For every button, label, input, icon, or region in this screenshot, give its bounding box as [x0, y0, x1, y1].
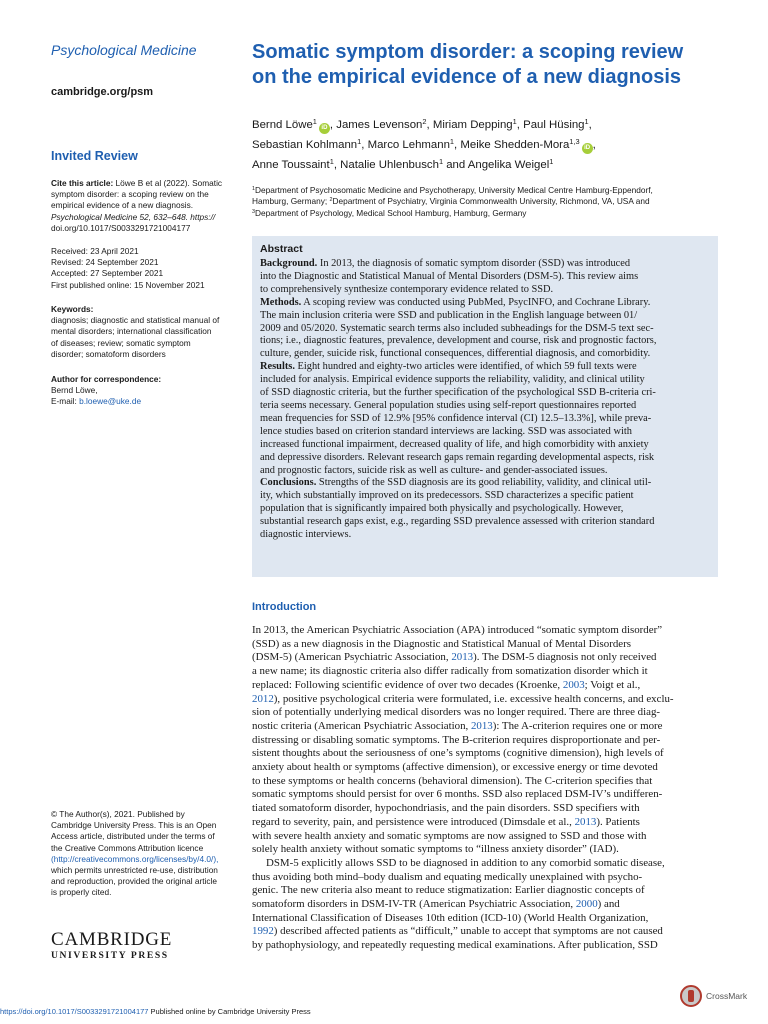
- keywords-block: [51, 304, 239, 360]
- citation-link[interactable]: 1992: [252, 925, 274, 938]
- body-line: [252, 871, 718, 885]
- affil-text: Department of Psychiatry, Virginia Commonwealth University, Richmond, VA, USA and: [332, 196, 650, 207]
- author-sup: 1,3: [569, 136, 580, 146]
- abstract-text: mean frequencies for SSD of 12.9% [95% confidence interval (CI) 12.5–13.3%], while preva-: [260, 412, 652, 424]
- license-link[interactable]: (http://creativecommons.org/licenses/by/4.0/),: [51, 853, 219, 864]
- body-text-span: replaced: Following scientific evidence of over two decades (Kroenke,: [252, 678, 563, 691]
- doi-footer: [0, 1007, 311, 1016]
- body-text-span: DSM-5 explicitly allows SSD to be diagnosed in addition to any comorbid somatic disease,: [266, 856, 665, 869]
- body-text-span: thus avoiding both mind–body dualism and equating medically unexplained with psycho-: [252, 870, 643, 883]
- body-text-span: genic. The new criteria also meant to reduce stigmatization: Earlier diagnostic concepts of: [252, 884, 645, 897]
- abstract-line: [260, 516, 710, 529]
- author-list: [252, 115, 722, 175]
- introduction-heading: Introduction: [252, 601, 317, 613]
- author-separator: ,: [516, 119, 524, 131]
- author-name: Anne Toussaint: [252, 159, 330, 171]
- body-line: [252, 898, 718, 912]
- body-text-span: sistent thoughts about the seriousness of one’s symptoms (cognitive dimension), high levels of: [252, 747, 664, 760]
- body-text-span: ). Patients: [596, 815, 640, 828]
- keywords-line: disorder; somatoform disorders: [51, 348, 166, 359]
- author-separator: and: [443, 159, 468, 171]
- title-line: Somatic symptom disorder: a scoping review: [252, 41, 684, 63]
- author-sup: 1: [329, 156, 334, 166]
- body-line: [252, 638, 718, 652]
- body-text-span: a new name; its diagnostic criteria also differ radically from somatization disorder which it: [252, 665, 648, 678]
- affil-sup: 3: [252, 208, 255, 215]
- license-line: © The Author(s), 2021. Published by: [51, 809, 185, 819]
- license-line: which permits unrestricted re-use, distribution: [51, 865, 218, 876]
- abstract-line: [260, 503, 710, 516]
- body-line: [252, 843, 718, 857]
- body-line: [252, 665, 718, 679]
- abstract-section-label: Background.: [260, 258, 318, 269]
- abstract-line: [260, 413, 710, 426]
- orcid-icon[interactable]: iD: [582, 143, 593, 154]
- body-line: [252, 775, 718, 789]
- date-accepted: Accepted: 27 September 2021: [51, 268, 164, 279]
- abstract-text: substantial research gaps exist, e.g., regarding SSD prevalence assessed with criterion standard: [260, 516, 655, 528]
- citation-link[interactable]: 2003: [562, 678, 585, 691]
- body-line: [252, 802, 718, 816]
- abstract-line: [260, 374, 710, 387]
- abstract-line: [260, 361, 710, 374]
- license-line: and reproduction, provided the original article: [51, 876, 218, 887]
- author-line: [252, 155, 722, 175]
- license-line: is properly cited.: [51, 887, 112, 898]
- journal-name[interactable]: Psychological Medicine: [51, 42, 197, 58]
- abstract-line: [260, 335, 710, 348]
- author-name: Marco Lehmann: [367, 139, 450, 151]
- journal-url[interactable]: cambridge.org/psm: [51, 86, 154, 98]
- keywords-line: mental disorders; international classification: [51, 326, 212, 337]
- author-name: Paul Hüsing: [523, 119, 585, 131]
- body-line: [252, 706, 718, 720]
- title-line: on the empirical evidence of a new diagnosis: [252, 66, 682, 88]
- affil-text: Department of Psychosomatic Medicine and Psychotherapy, University Medical Centre Hamburg-Eppendorf,: [255, 185, 653, 195]
- doi-suffix: Published online by Cambridge University Press: [148, 1007, 311, 1016]
- cite-line[interactable]: doi.org/10.1017/S0033291721004177: [51, 222, 191, 233]
- author-name: Sebastian Kohlmann: [252, 139, 358, 151]
- body-line: [252, 624, 718, 638]
- abstract-line: [260, 452, 710, 465]
- abstract-box: [252, 236, 718, 577]
- article-type: Invited Review: [51, 149, 138, 163]
- author-separator: ,: [361, 139, 368, 151]
- email-label: E-mail:: [51, 396, 80, 407]
- abstract-line: [260, 426, 710, 439]
- crossmark-label: CrossMark: [706, 991, 748, 1001]
- abstract-text: tions; i.e., diagnostic features, prevalence, development and course, risk and prognostic factors,: [260, 335, 657, 347]
- author-separator: ,: [588, 119, 592, 131]
- dates-block: [51, 246, 239, 291]
- author-line: [252, 135, 722, 155]
- body-text-span: ). The DSM-5 diagnosis not only received: [473, 651, 657, 664]
- abstract-line: [260, 258, 710, 271]
- body-line: [252, 884, 718, 898]
- body-text-span: anxiety about health or symptoms (affective dimension), or excessive energy or time devoted: [252, 761, 658, 774]
- body-text-span: ), positive psychological criteria were formulated, i.e. excessive health concerns, and exclu-: [273, 692, 674, 705]
- author-sup: 1: [312, 116, 317, 126]
- body-line: [252, 761, 718, 775]
- body-line: [252, 720, 718, 734]
- author-separator: ,: [592, 139, 596, 151]
- author-sup: 1: [449, 136, 455, 146]
- license-line: the Creative Commons Attribution licence: [51, 842, 204, 853]
- body-text-span: nostic criteria (American Psychiatric Association,: [252, 719, 471, 732]
- abstract-text: into the Diagnostic and Statistical Manual of Mental Disorders (DSM-5). This review aims: [260, 270, 639, 282]
- body-line: [252, 788, 718, 802]
- license-line: Cambridge University Press. This is an Open: [51, 820, 217, 831]
- abstract-text: Eight hundred and eighty-two articles were identified, of which 59 full texts were: [294, 361, 637, 373]
- body-text-span: with severe health anxiety and somatic symptoms are now assigned to SSD and those with: [252, 829, 647, 842]
- affil-sup: 2: [329, 197, 333, 204]
- body-text-span: ) described affected patients as “difficult,” unable to accept that symptoms are not caused: [273, 925, 663, 938]
- author-name: Natalie Uhlenbusch: [340, 159, 439, 171]
- abstract-text: 2009 and 05/2020. Systematic search terms also included subheadings for the DSM-5 text sec-: [260, 322, 654, 334]
- author-name: Miriam Depping: [432, 119, 513, 131]
- date-published: First published online: 15 November 2021: [51, 279, 205, 290]
- date-revised: Revised: 24 September 2021: [51, 257, 159, 268]
- body-text-span: In 2013, the American Psychiatric Association (APA) introduced “somatic symptom disorder”: [252, 624, 663, 636]
- body-text-span: somatoform disorders in DSM-IV-TR (American Psychiatric Association,: [252, 898, 576, 911]
- body-text-span: ; Voigt et al.,: [584, 678, 641, 691]
- abstract-text: In 2013, the diagnosis of somatic symptom disorder (SSD) was introduced: [317, 258, 631, 269]
- body-line: [252, 857, 718, 871]
- abstract-line: [260, 348, 710, 361]
- author-name: Bernd Löwe,: [51, 385, 98, 396]
- author-sup: 1: [438, 156, 444, 166]
- abstract-line: [260, 465, 710, 478]
- body-line: [252, 679, 718, 693]
- author-sup: 2: [422, 116, 427, 126]
- abstract-line: [260, 387, 710, 400]
- author-separator: ,: [454, 139, 461, 151]
- author-name: James Levenson: [336, 119, 423, 131]
- abstract-text: to comprehensively synthesize contemporary evidence related to SSD.: [260, 283, 554, 295]
- abstract-line: [260, 323, 710, 336]
- affil-sup: 1: [252, 186, 255, 193]
- author-sup: 1: [357, 136, 362, 146]
- abstract-text: population that is significantly impaired both physically and psychologically. However,: [260, 503, 624, 515]
- citation-link[interactable]: 2013: [451, 651, 474, 664]
- email-link[interactable]: b.loewe@uke.de: [79, 396, 142, 407]
- abstract-text: increased functional impairment, decreased quality of life, and high comorbidity with anxiety: [260, 438, 649, 450]
- abstract-line: [260, 297, 710, 310]
- abstract-line: [260, 271, 710, 284]
- orcid-icon[interactable]: iD: [319, 123, 330, 134]
- keywords-line: diagnosis; diagnostic and statistical manual of: [51, 315, 220, 326]
- abstract-text: of SSD diagnostic criteria, but the further specification of the psychological SSD B-criteria cri-: [260, 387, 656, 399]
- abstract-text: The main inclusion criteria were SSD and publication in the English language between 01/: [260, 309, 638, 321]
- doi-link[interactable]: https://doi.org/10.1017/S0033291721004177: [0, 1007, 149, 1016]
- abstract-heading: Abstract: [260, 243, 303, 255]
- author-line: [252, 115, 722, 135]
- author-separator: ,: [426, 119, 433, 131]
- body-text-span: ) and: [597, 898, 620, 911]
- abstract-section-label: Results.: [260, 361, 295, 373]
- author-separator: ,: [333, 159, 341, 171]
- body-text-span: solely health anxiety without somatic symptoms to “illness anxiety disorder” (IAD).: [252, 843, 619, 856]
- cite-line: symptom disorder: a scoping review on the: [51, 189, 209, 200]
- body-text-span: ): The A-criterion requires one or more: [492, 719, 663, 732]
- cite-line: empirical evidence of a new diagnosis.: [51, 200, 194, 211]
- logo-bottom-text: UNIVERSITY PRESS: [51, 950, 169, 961]
- affiliations: [252, 185, 722, 219]
- body-text-span: sion of potentially underlying medical disorders was no longer required. There are three diag-: [252, 706, 661, 719]
- keywords-line: of diseases; review; somatic symptom: [51, 337, 191, 348]
- author-name: Angelika Weigel: [467, 159, 550, 171]
- license-line: Access article, distributed under the terms of: [51, 831, 215, 842]
- body-line: [252, 734, 718, 748]
- abstract-line: [260, 284, 710, 297]
- abstract-text: culture, gender, suicide risk, functional consequences, differential diagnosis, and comorbidity.: [260, 348, 651, 360]
- abstract-body: [260, 258, 710, 542]
- abstract-text: ity, which substantially improved on its predecessors. SSD characterizes a specific patient: [260, 490, 634, 502]
- body-line: [252, 651, 718, 665]
- author-name: Meike Shedden-Mora: [460, 139, 570, 151]
- abstract-text: A scoping review was conducted using PubMed, PsycINFO, and Cochrane Library.: [301, 296, 651, 308]
- body-line: [252, 747, 718, 761]
- body-text-span: distressing or disabling somatic symptoms. The B-criterion requires disproportionate and per-: [252, 733, 661, 746]
- author-separator: ,: [329, 119, 337, 131]
- body-line: [252, 816, 718, 830]
- cite-label: Cite this article:: [51, 178, 114, 188]
- abstract-text: teria seems necessary. General population studies using self-report questionnaires reported: [260, 399, 637, 411]
- abstract-line: [260, 439, 710, 452]
- date-received: Received: 23 April 2021: [51, 246, 139, 256]
- citation-link[interactable]: 2013: [470, 719, 493, 732]
- crossmark-badge[interactable]: [680, 985, 747, 1007]
- body-text-span: tiated somatoform disorder, hypochondriasis, and the pain disorders. SSD specifiers with: [252, 802, 640, 815]
- abstract-line: [260, 400, 710, 413]
- abstract-text: diagnostic interviews.: [260, 529, 352, 541]
- body-line: [252, 830, 718, 844]
- body-text-span: to these symptoms or health concerns (behavioral dimension). The C-criterion specifies that: [252, 774, 653, 787]
- abstract-line: [260, 477, 710, 490]
- author-sup: 1: [584, 116, 589, 126]
- abstract-text: Strengths of the SSD diagnosis are its good reliability, validity, and clinical util-: [316, 477, 652, 489]
- cite-line: Löwe B et al (2022). Somatic: [113, 178, 223, 188]
- author-sup: 1: [549, 156, 554, 166]
- cambridge-logo: [51, 930, 191, 962]
- abstract-text: included for analysis. Empirical evidence supports the reliability, validity, and clinical utility: [260, 374, 645, 386]
- license-block: [51, 809, 239, 899]
- affil-text: Hamburg, Germany;: [252, 196, 330, 207]
- keywords-label: Keywords:: [51, 304, 94, 314]
- body-text-span: International Classification of Diseases 10th edition (ICD-10) (World Health Organization,: [252, 911, 649, 924]
- affiliation-line: [252, 185, 722, 196]
- introduction-body: [252, 624, 718, 953]
- abstract-text: lence studies based on criterion standard interviews are lacking. SSD was associated with: [260, 425, 632, 437]
- article-title: [252, 40, 722, 90]
- logo-top-text: CAMBRIDGE: [51, 929, 173, 950]
- abstract-section-label: Conclusions.: [260, 477, 317, 489]
- body-text-span: (SSD) as a new diagnosis in the Diagnostic and Statistical Manual of Mental Disorders: [252, 637, 631, 650]
- abstract-line: [260, 529, 710, 542]
- citation-block: [51, 178, 239, 234]
- citation-link[interactable]: 2013: [574, 815, 597, 828]
- body-line: [252, 693, 718, 707]
- cite-line: Psychological Medicine 52, 632–648. https://: [51, 211, 216, 222]
- body-text-span: regard to severity, pain, and persistence were introduced (Dimsdale et al.,: [252, 815, 575, 828]
- author-label: Author for correspondence:: [51, 374, 162, 384]
- body-text-span: somatic symptoms should persist for over 6 months. SSD also replaced DSM-IV’s undifferen-: [252, 788, 663, 801]
- body-line: [252, 925, 718, 939]
- body-text-span: (DSM-5) (American Psychiatric Association,: [252, 651, 452, 664]
- correspondence-block: [51, 374, 239, 408]
- abstract-line: [260, 490, 710, 503]
- affiliation-line: [252, 196, 722, 207]
- author-sup: 1: [512, 116, 517, 126]
- abstract-text: and depressive disorders. Relevant research gaps remain regarding developmental aspects, risk: [260, 451, 655, 463]
- abstract-line: [260, 310, 710, 323]
- abstract-text: and prognostic factors, suicide risk as well as culture- and gender-associated issues.: [260, 464, 608, 476]
- body-line: [252, 939, 718, 953]
- body-line: [252, 912, 718, 926]
- citation-link[interactable]: 2012: [252, 692, 274, 705]
- crossmark-icon: [680, 985, 702, 1007]
- citation-link[interactable]: 2000: [575, 898, 598, 911]
- affiliation-line: [252, 208, 722, 219]
- author-name: Bernd Löwe: [252, 119, 313, 131]
- affil-text: Department of Psychology, Medical School Hamburg, Hamburg, Germany: [255, 207, 527, 218]
- body-text-span: by pathophysiology, and repeatedly requesting medical examinations. After publication, SSD: [252, 939, 658, 952]
- abstract-section-label: Methods.: [260, 296, 302, 308]
